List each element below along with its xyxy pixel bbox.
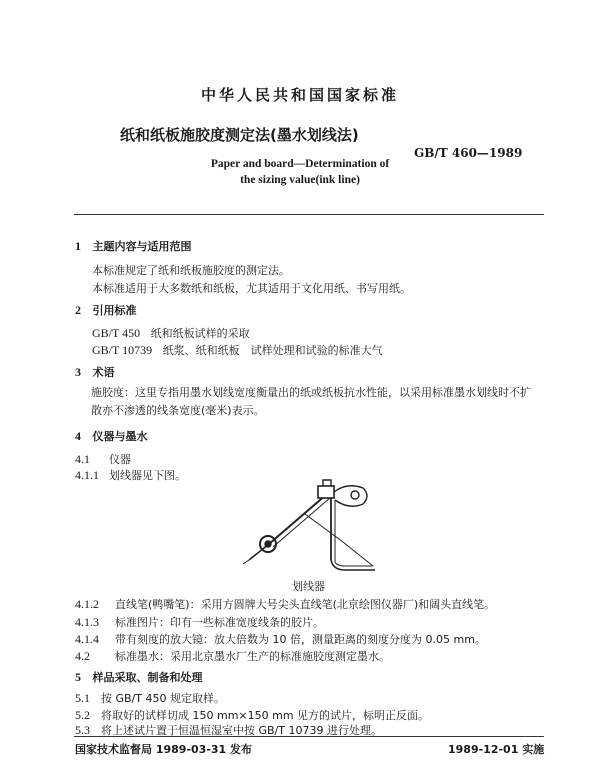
- section-1-paragraph-1: 本标准规定了纸和纸板施胶度的测定法。: [92, 264, 290, 277]
- effective-date: 1989-12-01 实施: [448, 743, 545, 756]
- header-rule: [74, 214, 544, 215]
- list-item: 5.2 将取好的试样切成 150 mm×150 mm 见方的试片，标明正反面。: [75, 708, 430, 722]
- section-5-heading: 5 样品采取、制备和处理: [75, 670, 203, 684]
- section-3-heading: 3 术语: [75, 365, 115, 379]
- section-2-heading: 2 引用标准: [75, 303, 137, 317]
- list-item: 4.1.2 直线笔(鸭嘴笔)：采用方圆牌大号尖头直线笔(北京绘图仪器厂)和阔头直线笔。: [75, 597, 496, 611]
- list-item: 4.2 标准墨水：采用北京墨水厂生产的标准施胶度测定墨水。: [75, 649, 390, 663]
- org-title: 中华人民共和国国家标准: [200, 86, 399, 104]
- list-item: 4.1.3 标准图片：印有一些标准宽度线条的胶片。: [75, 615, 324, 629]
- section-1-heading: 1 主题内容与适用范围: [75, 239, 192, 253]
- section-4-1-heading: 4.1 仪器: [75, 452, 131, 466]
- reference-row: GB/T 10739 纸浆、纸和纸板 试样处理和试验的标准大气: [92, 343, 383, 357]
- reference-row: GB/T 450 纸和纸板试样的采取: [92, 326, 250, 340]
- footer-rule: [74, 736, 544, 737]
- standard-number: GB/T 460—1989: [414, 146, 523, 160]
- issuer-date: 国家技术监督局 1989-03-31 发布: [75, 743, 253, 756]
- section-4-heading: 4 仪器与墨水: [75, 429, 148, 443]
- list-item: 4.1.4 带有刻度的放大镜：放大倍数为 10 倍，测量距离的刻度分度为 0.05 mm。: [75, 632, 486, 646]
- document-title: 纸和纸板施胶度测定法(墨水划线法): [120, 126, 359, 144]
- figure-caption: 划线器: [292, 580, 325, 593]
- section-1-paragraph-2: 本标准适用于大多数纸和纸板，尤其适用于文化用纸、书写用纸。: [92, 282, 411, 295]
- section-3-definition: 施胶度：这里专指用墨水划线宽度衡量出的纸或纸板抗水性能，以采用标准墨水划线时不扩散亦不渗透的线条宽度(毫米)表示。: [91, 386, 531, 417]
- ruling-pen-figure: [235, 478, 395, 584]
- english-title-line-2: the sizing value(ink line): [240, 174, 360, 186]
- list-item: 5.3 将上述试片置于恒温恒湿室中按 GB/T 10739 进行处理。: [75, 723, 382, 737]
- section-4-1-1: 4.1.1 划线器见下图。: [75, 468, 186, 482]
- english-title-line-1: Paper and board—Determination of: [210, 158, 390, 170]
- list-item: 5.1 按 GB/T 450 规定取样。: [75, 691, 225, 705]
